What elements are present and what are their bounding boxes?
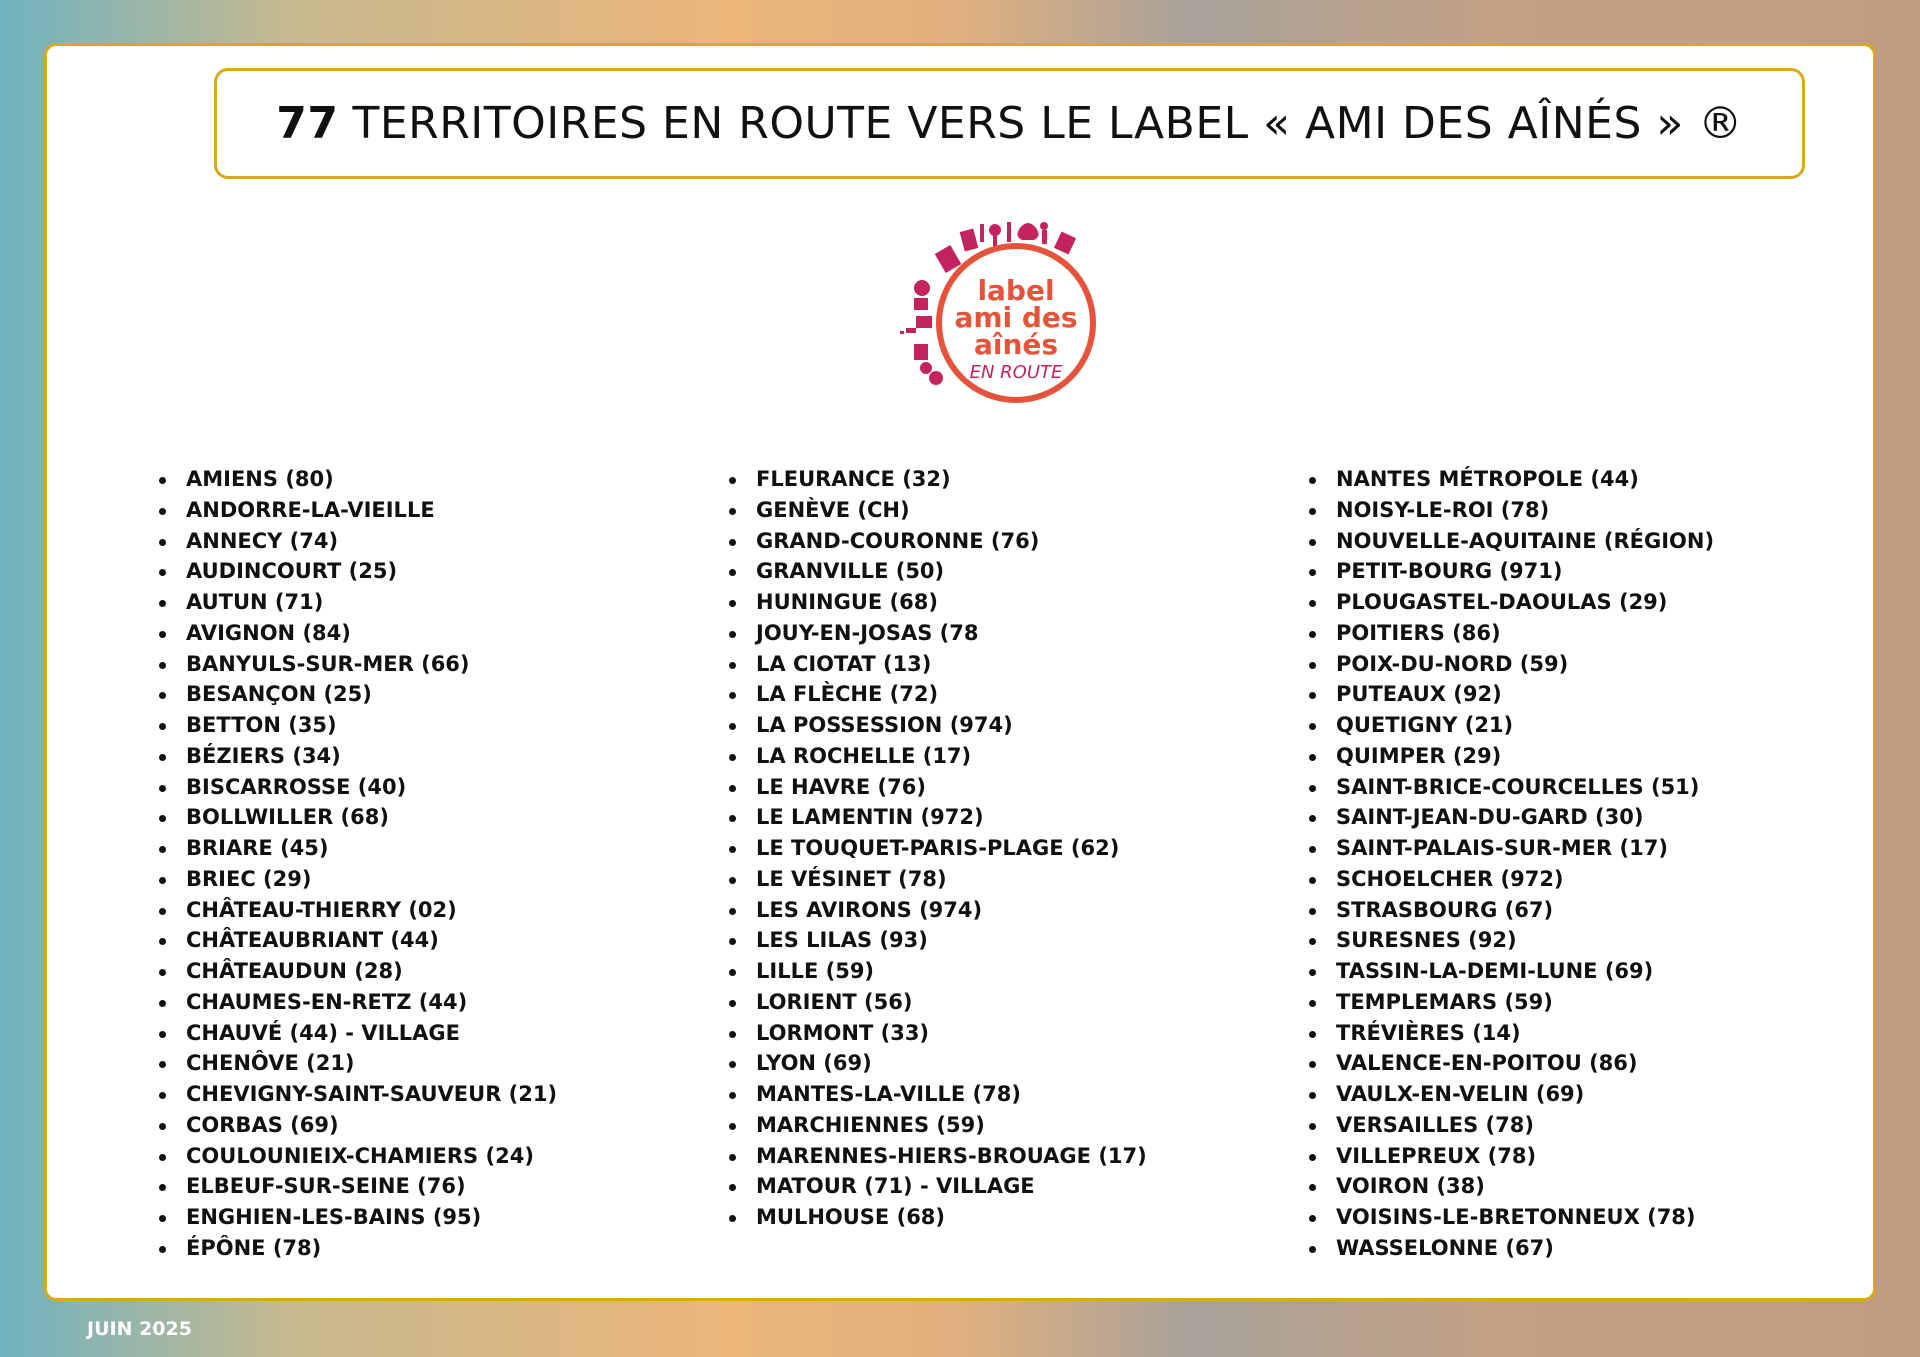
territory-list-item: JOUY-EN-JOSAS (78 [729,618,1147,649]
territory-list-item: LA FLÈCHE (72) [729,679,1147,710]
logo-line-3: aînés [973,328,1059,361]
territory-list-item: CHAUMES-EN-RETZ (44) [159,987,557,1018]
territory-list-item: SAINT-BRICE-COURCELLES (51) [1309,772,1714,803]
territory-list-item: SURESNES (92) [1309,925,1714,956]
territory-list-item: QUETIGNY (21) [1309,710,1714,741]
title-text: TERRITOIRES EN ROUTE VERS LE LABEL « AMI DES AÎNÉS » ® [352,98,1743,149]
territory-list-column-2 [729,464,1147,1233]
territory-list-item: PUTEAUX (92) [1309,679,1714,710]
territory-list-item: TASSIN-LA-DEMI-LUNE (69) [1309,956,1714,987]
territory-list-item: AVIGNON (84) [159,618,557,649]
territory-list-item: ELBEUF-SUR-SEINE (76) [159,1171,557,1202]
territory-list-item: ENGHIEN-LES-BAINS (95) [159,1202,557,1233]
territory-list-item: TRÉVIÈRES (14) [1309,1018,1714,1049]
territory-list-item: CHÂTEAUDUN (28) [159,956,557,987]
territory-list-item: VOISINS-LE-BRETONNEUX (78) [1309,1202,1714,1233]
territory-list-item: FLEURANCE (32) [729,464,1147,495]
territory-list-item: COULOUNIEIX-CHAMIERS (24) [159,1141,557,1172]
territory-list-item: MARENNES-HIERS-BROUAGE (17) [729,1141,1147,1172]
territory-list-item: GRANVILLE (50) [729,556,1147,587]
territory-list-item: SCHOELCHER (972) [1309,864,1714,895]
territory-list-column-1 [159,464,557,1264]
title-number: 77 [276,98,339,149]
territory-list-item: BÉZIERS (34) [159,741,557,772]
label-logo [892,218,1122,428]
territory-list-item: CHÂTEAU-THIERRY (02) [159,895,557,926]
territory-list-item: VALENCE-EN-POITOU (86) [1309,1048,1714,1079]
logo-line-2: ami des [954,301,1078,334]
logo-line-1: label [977,274,1055,307]
territory-list-item: AMIENS (80) [159,464,557,495]
territory-list-item: NOISY-LE-ROI (78) [1309,495,1714,526]
territory-list-item: VERSAILLES (78) [1309,1110,1714,1141]
territory-list-item: AUTUN (71) [159,587,557,618]
territory-list-item: MATOUR (71) - VILLAGE [729,1171,1147,1202]
territory-list-item: BOLLWILLER (68) [159,802,557,833]
territory-list-item: WASSELONNE (67) [1309,1233,1714,1264]
territory-list-item: BETTON (35) [159,710,557,741]
territory-list-item: PLOUGASTEL-DAOULAS (29) [1309,587,1714,618]
territory-list-item: LES LILAS (93) [729,925,1147,956]
territory-list-item: CORBAS (69) [159,1110,557,1141]
territory-list-item: BRIEC (29) [159,864,557,895]
territory-list-item: GENÈVE (CH) [729,495,1147,526]
territory-list-item: AUDINCOURT (25) [159,556,557,587]
footer-date: JUIN 2025 [87,1318,192,1340]
territory-list-item: LE LAMENTIN (972) [729,802,1147,833]
territory-list-item: SAINT-JEAN-DU-GARD (30) [1309,802,1714,833]
territory-list-item: BESANÇON (25) [159,679,557,710]
territory-list-item: PETIT-BOURG (971) [1309,556,1714,587]
territory-list-item: LE HAVRE (76) [729,772,1147,803]
territory-list-item: CHENÔVE (21) [159,1048,557,1079]
territory-list-item: LA POSSESSION (974) [729,710,1147,741]
territory-list-item: SAINT-PALAIS-SUR-MER (17) [1309,833,1714,864]
territory-list-item: QUIMPER (29) [1309,741,1714,772]
territory-list-item: LES AVIRONS (974) [729,895,1147,926]
territory-list-item: GRAND-COURONNE (76) [729,526,1147,557]
territory-list-item: POIX-DU-NORD (59) [1309,649,1714,680]
territory-list-item: LYON (69) [729,1048,1147,1079]
territory-list-item: BRIARE (45) [159,833,557,864]
territory-list-column-3 [1309,464,1714,1264]
territory-list-item: CHEVIGNY-SAINT-SAUVEUR (21) [159,1079,557,1110]
territory-list-item: BANYULS-SUR-MER (66) [159,649,557,680]
logo-line-4: EN ROUTE [969,362,1063,383]
territory-list-item: LE TOUQUET-PARIS-PLAGE (62) [729,833,1147,864]
territory-list-item: LORIENT (56) [729,987,1147,1018]
territory-list-item: LORMONT (33) [729,1018,1147,1049]
territory-list-item: LA CIOTAT (13) [729,649,1147,680]
territory-list-item: ÉPÔNE (78) [159,1233,557,1264]
territory-list-item: POITIERS (86) [1309,618,1714,649]
territory-list-item: LA ROCHELLE (17) [729,741,1147,772]
territory-list-item: NANTES MÉTROPOLE (44) [1309,464,1714,495]
territory-list-item: CHAUVÉ (44) - VILLAGE [159,1018,557,1049]
territory-list-item: LILLE (59) [729,956,1147,987]
territory-list-item: MARCHIENNES (59) [729,1110,1147,1141]
territory-list-item: VILLEPREUX (78) [1309,1141,1714,1172]
territory-list-item: ANDORRE-LA-VIEILLE [159,495,557,526]
territory-list-item: ANNECY (74) [159,526,557,557]
territory-list-item: MANTES-LA-VILLE (78) [729,1079,1147,1110]
territory-list-item: STRASBOURG (67) [1309,895,1714,926]
territory-list-item: NOUVELLE-AQUITAINE (RÉGION) [1309,526,1714,557]
territory-list-item: VAULX-EN-VELIN (69) [1309,1079,1714,1110]
territory-list-item: VOIRON (38) [1309,1171,1714,1202]
territory-list-item: BISCARROSSE (40) [159,772,557,803]
territory-list-item: MULHOUSE (68) [729,1202,1147,1233]
territory-list-item: LE VÉSINET (78) [729,864,1147,895]
territory-list-item: CHÂTEAUBRIANT (44) [159,925,557,956]
title-banner [214,68,1805,179]
territory-list-item: TEMPLEMARS (59) [1309,987,1714,1018]
content-card [44,43,1876,1301]
territory-list-item: HUNINGUE (68) [729,587,1147,618]
